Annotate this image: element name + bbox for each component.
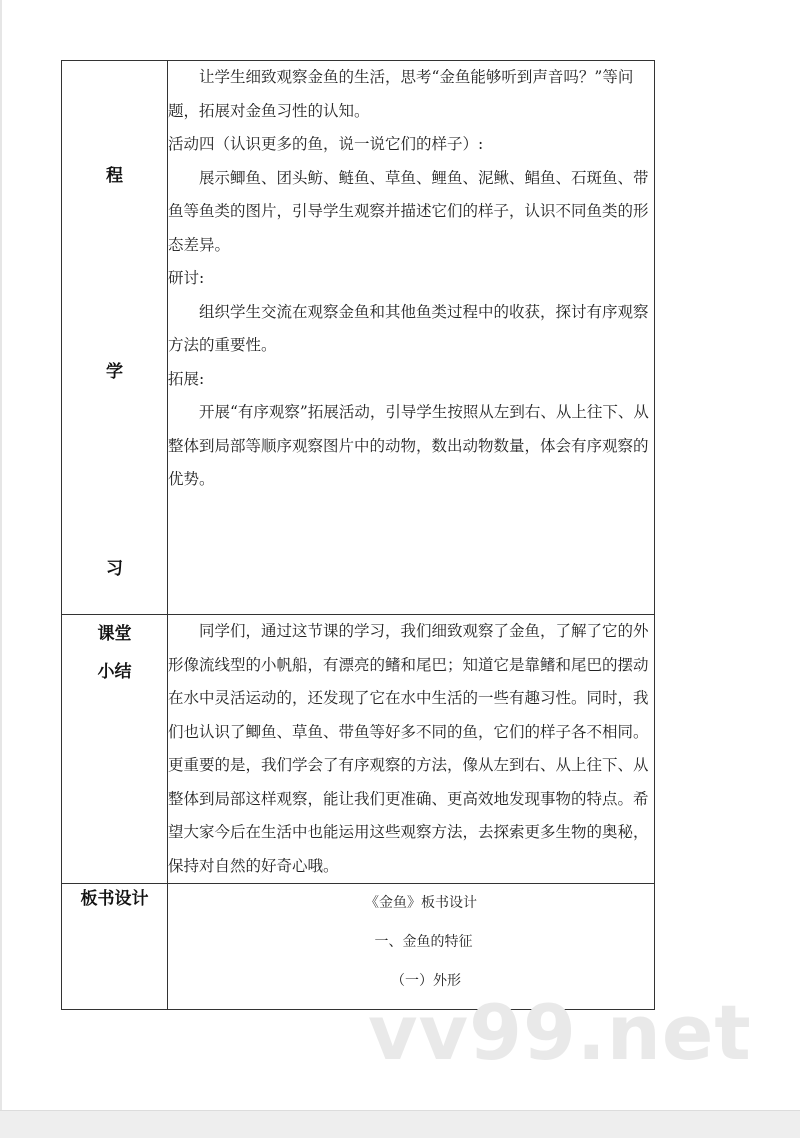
goldfish-habit-paragraph: 让学生细致观察金鱼的生活，思考“金鱼能够听到声音吗？”等问题，拓展对金鱼习性的认知。 (168, 68, 634, 120)
process-label-cell (62, 61, 168, 615)
summary-row (62, 615, 655, 884)
summary-content-cell (168, 615, 655, 884)
board-design-label: 板书设计 (62, 884, 168, 1010)
process-label-char-1: 程 (106, 166, 123, 186)
board-subsection-heading: （一）外形 (391, 973, 461, 989)
summary-label-line2: 小结 (97, 662, 132, 682)
process-label-char-3: 习 (106, 559, 123, 579)
extension-heading: 拓展: (168, 369, 205, 388)
fish-types-paragraph: 展示鲫鱼、团头鲂、鲢鱼、草鱼、鲤鱼、泥鳅、鲳鱼、石斑鱼、带鱼等鱼类的图片，引导学生观察并描述它们的样子，认识不同鱼类的形态差异。 (168, 168, 649, 254)
board-section-heading: 一、金鱼的特征 (374, 934, 473, 950)
site-watermark: vv99.net (368, 988, 752, 1077)
page-bottom-bar (0, 1110, 800, 1138)
summary-label-cell (62, 615, 168, 884)
discussion-paragraph: 组织学生交流在观察金鱼和其他鱼类过程中的收获，探讨有序观察方法的重要性。 (168, 302, 649, 354)
board-title: 《金鱼》板书设计 (365, 895, 477, 911)
discussion-heading: 研讨: (168, 269, 205, 287)
activity-four-heading: 活动四（认识更多的鱼，说一说它们的样子）: (168, 135, 484, 153)
process-row (62, 61, 655, 615)
process-content-cell (168, 61, 655, 615)
page-edge (0, 0, 2, 1110)
process-label-char-2: 学 (106, 362, 123, 382)
summary-paragraph: 同学们，通过这节课的学习，我们细致观察了金鱼，了解了它的外形像流线型的小帆船，有漂亮的鳍和尾巴；知道它是靠鳍和尾巴的摆动在水中灵活运动的，还发现了它在水中生活的一些有趣习性。同时，我们也认识了鲫鱼、草鱼、带鱼等好多不同的鱼，它们的样子各不相同。更重要的是，我们学会了有序观察的方法，像从左到右、从上往下、从整体到局部这样观察，能让我们更准确、更高效地发现事物的特点。希望大家今后在生活中也能运用这些观察方法，去探索更多生物的奥秘，保持对自然的好奇心哦。 (168, 622, 649, 875)
lesson-plan-table (61, 60, 655, 1010)
extension-paragraph: 开展“有序观察”拓展活动，引导学生按照从左到右、从上往下、从整体到局部等顺序观察图片中的动物，数出动物数量，体会有序观察的优势。 (168, 403, 649, 488)
summary-label-line1: 课堂 (97, 624, 132, 644)
